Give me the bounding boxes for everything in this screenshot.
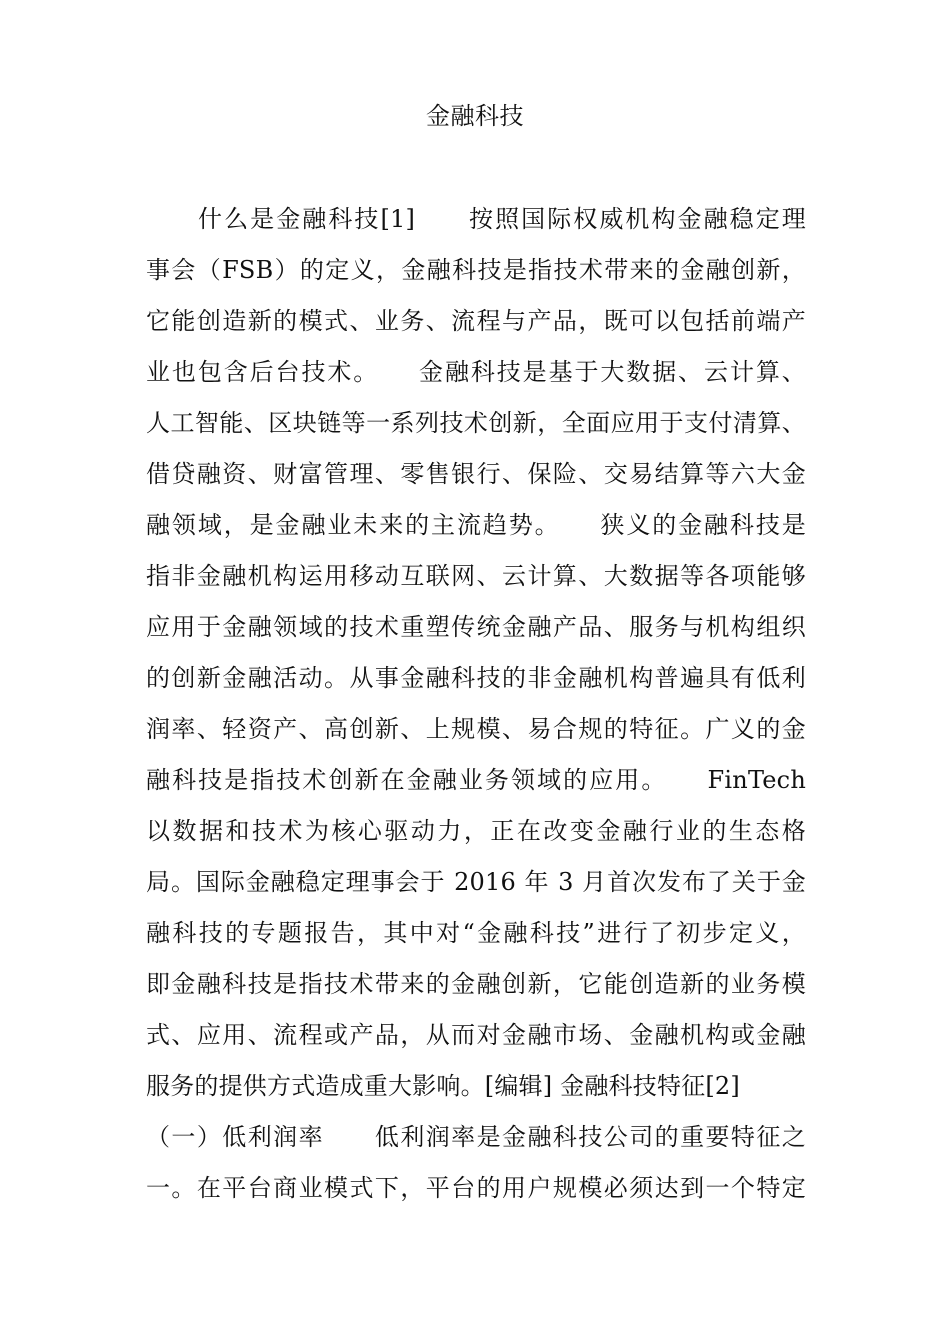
body-line: 它能创造新的模式、业务、流程与产品，既可以包括前端产 [146,307,806,335]
body-line: 局。国际金融稳定理事会于 2016 年 3 月首次发布了关于金 [146,868,806,896]
body-line: 业也包含后台技术。 金融科技是基于大数据、云计算、 [146,358,806,386]
body-line: 人工智能、区块链等一系列技术创新，全面应用于支付清算、 [146,409,806,437]
body-line: 一。在平台商业模式下，平台的用户规模必须达到一个特定 [146,1174,806,1202]
body-line: 事会（FSB）的定义，金融科技是指技术带来的金融创新， [146,256,806,284]
body-line: 的创新金融活动。从事金融科技的非金融机构普遍具有低利 [146,664,806,692]
body-line: （一）低利润率 低利润率是金融科技公司的重要特征之 [146,1123,806,1151]
body-line: 指非金融机构运用移动互联网、云计算、大数据等各项能够 [146,562,806,590]
body-line: 润率、轻资产、高创新、上规模、易合规的特征。广义的金 [146,715,806,743]
document-body [146,194,806,1214]
body-line: 借贷融资、财富管理、零售银行、保险、交易结算等六大金 [146,460,806,488]
body-line: 服务的提供方式造成重大影响。[编辑] 金融科技特征[2] [146,1072,740,1100]
document-title: 金融科技 [426,102,524,130]
body-line: 融科技是指技术创新在金融业务领域的应用。 FinTech [146,766,806,794]
body-line: 以数据和技术为核心驱动力，正在改变金融行业的生态格 [146,817,806,845]
body-line: 什么是金融科技[1] 按照国际权威机构金融稳定理 [198,205,806,233]
body-line: 即金融科技是指技术带来的金融创新，它能创造新的业务模 [146,970,806,998]
body-line: 式、应用、流程或产品，从而对金融市场、金融机构或金融 [146,1021,806,1049]
body-line: 融科技的专题报告，其中对“金融科技”进行了初步定义， [146,919,806,947]
body-line: 应用于金融领域的技术重塑传统金融产品、服务与机构组织 [146,613,806,641]
body-line: 融领域，是金融业未来的主流趋势。 狭义的金融科技是 [146,511,806,539]
